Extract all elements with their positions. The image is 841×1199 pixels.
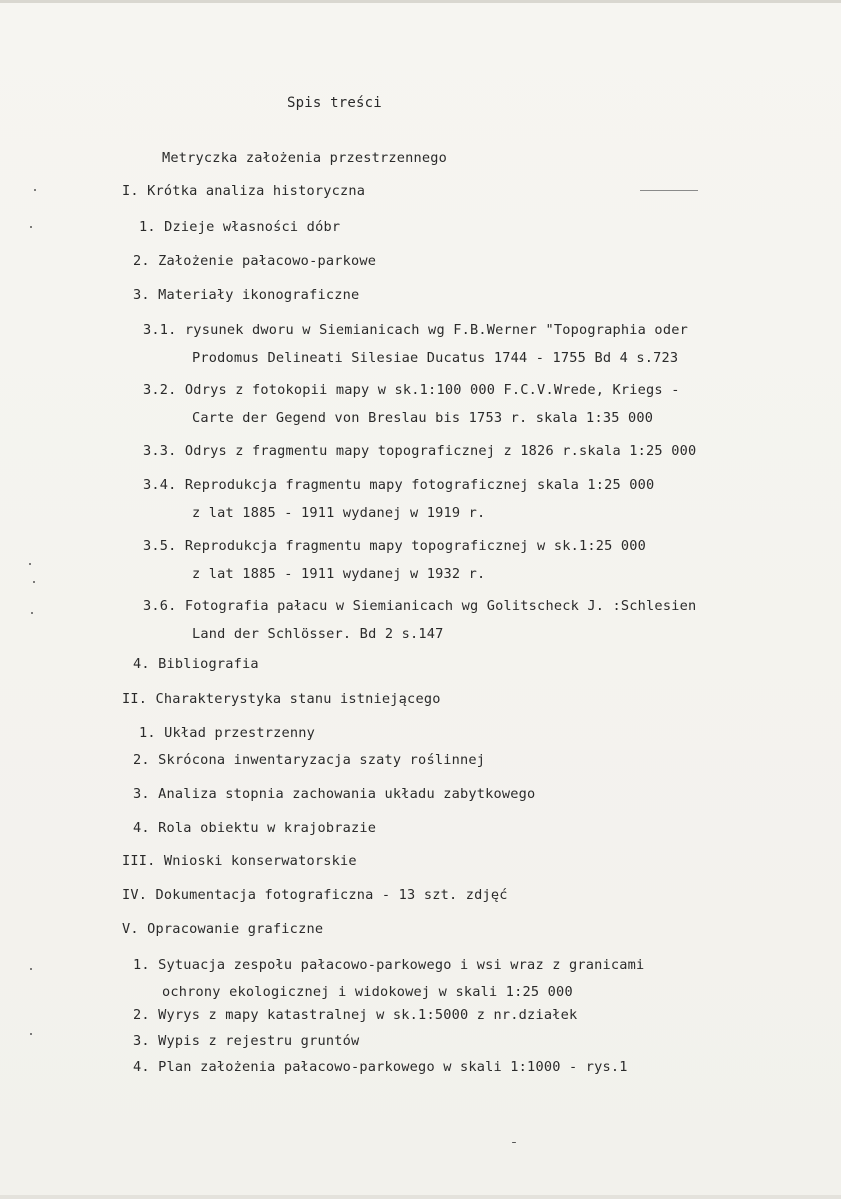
toc-line: ochrony ekologicznej i widokowej w skali 1:25 000 [162,984,573,1000]
page-title: Spis treści [287,95,382,111]
toc-line: III. Wnioski konserwatorskie [122,853,357,869]
toc-line: 1. Układ przestrzenny [139,725,316,741]
toc-line: 4. Rola obiektu w krajobrazie [133,820,377,836]
toc-line: 2. Wyrys z mapy katastralnej w sk.1:5000 z nr.działek [133,1007,578,1023]
paper-speck [30,1033,32,1035]
page-edge-bottom [0,1195,841,1199]
toc-line: 3.3. Odrys z fragmentu mapy topograficznej z 1826 r.skala 1:25 000 [143,443,697,459]
toc-line: Land der Schlösser. Bd 2 s.147 [192,626,444,642]
stray-dash [640,190,698,191]
toc-line: z lat 1885 - 1911 wydanej w 1932 r. [192,566,486,582]
toc-line: 3. Materiały ikonograficzne [133,287,360,303]
toc-line: 3. Analiza stopnia zachowania układu zabytkowego [133,786,536,802]
toc-line: z lat 1885 - 1911 wydanej w 1919 r. [192,505,486,521]
toc-line: I. Krótka analiza historyczna [122,183,366,199]
toc-line: 2. Skrócona inwentaryzacja szaty roślinnej [133,752,486,768]
toc-line: 3.5. Reprodukcja fragmentu mapy topograficznej w sk.1:25 000 [143,538,647,554]
paper-speck [33,581,35,583]
toc-line: 1. Sytuacja zespołu pałacowo-parkowego i wsi wraz z granicami [133,957,645,973]
toc-line: Metryczka założenia przestrzennego [162,150,448,166]
toc-line: 2. Założenie pałacowo-parkowe [133,253,377,269]
toc-line: 3.6. Fotografia pałacu w Siemianicach wg Golitscheck J. :Schlesien [143,598,697,614]
toc-line: 3.1. rysunek dworu w Siemianicach wg F.B.Werner "Topographia oder [143,322,688,338]
paper-speck [34,189,36,191]
toc-line: 3. Wypis z rejestru gruntów [133,1033,360,1049]
paper-speck [29,563,31,565]
toc-line: IV. Dokumentacja fotograficzna - 13 szt. zdjęć [122,887,508,903]
paper-speck [30,226,32,228]
toc-line: V. Opracowanie graficzne [122,921,324,937]
toc-line: Prodomus Delineati Silesiae Ducatus 1744 - 1755 Bd 4 s.723 [192,350,679,366]
toc-line: Carte der Gegend von Breslau bis 1753 r. skala 1:35 000 [192,410,654,426]
toc-line: 4. Plan założenia pałacowo-parkowego w skali 1:1000 - rys.1 [133,1059,628,1075]
page-edge-top [0,0,841,3]
toc-line: 1. Dzieje własności dóbr [139,219,341,235]
toc-line: 3.2. Odrys z fotokopii mapy w sk.1:100 000 F.C.V.Wrede, Kriegs - [143,382,680,398]
paper-speck [30,968,32,970]
toc-line: 3.4. Reprodukcja fragmentu mapy fotograficznej skala 1:25 000 [143,477,655,493]
paper-speck [31,612,33,614]
paper-speck [512,1142,516,1143]
toc-line: 4. Bibliografia [133,656,259,672]
toc-line: II. Charakterystyka stanu istniejącego [122,691,441,707]
